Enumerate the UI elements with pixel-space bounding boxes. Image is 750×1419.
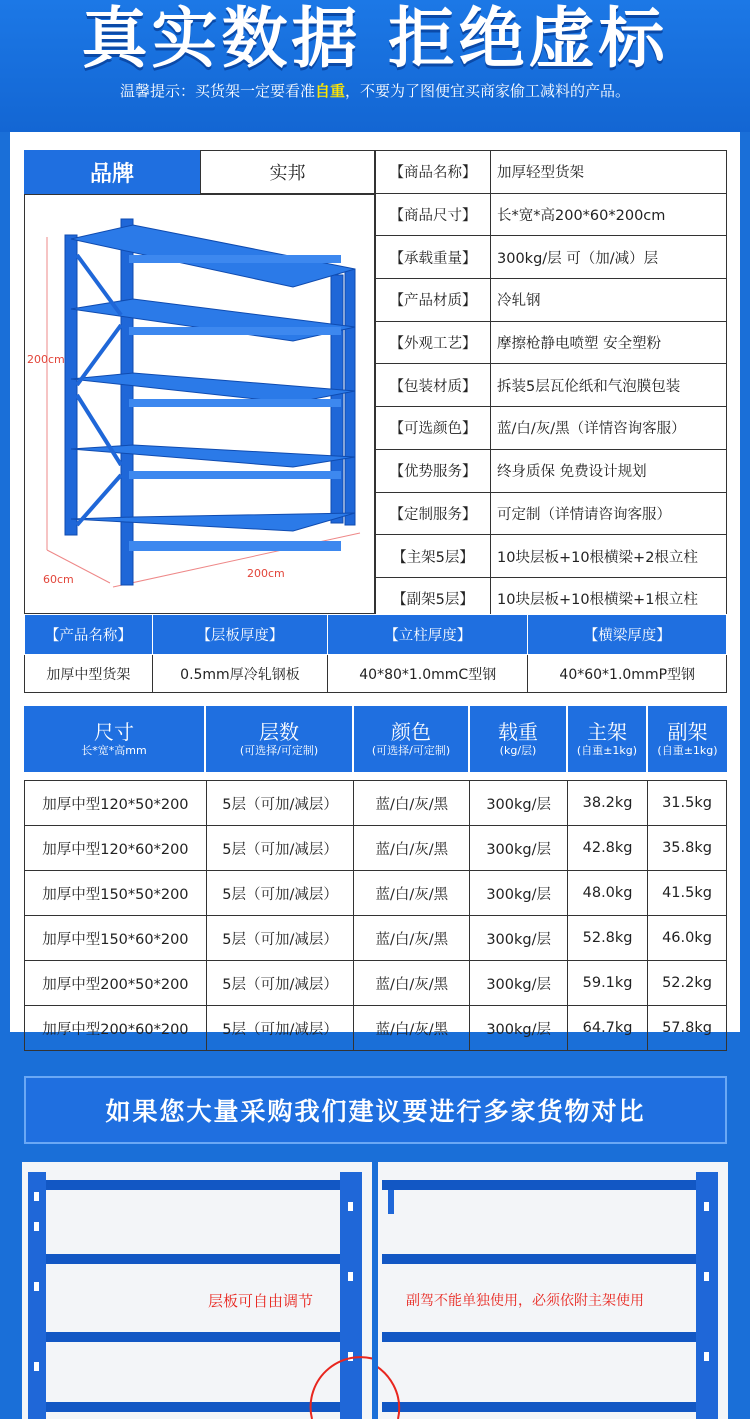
table-cell: 加厚中型150*50*200: [25, 871, 207, 916]
shelf-diagram: [24, 194, 375, 614]
height-label: 200cm: [27, 353, 65, 366]
table-cell: 蓝/白/灰/黑: [354, 1006, 470, 1051]
spec-value: 拆装5层瓦伦纸和气泡膜包装: [491, 364, 727, 407]
caption-sub-frame: 副驾不能单独使用，必须依附主架使用: [406, 1293, 644, 1309]
table-row: [25, 871, 727, 916]
material-value: 40*60*1.0mmP型钢: [528, 655, 727, 693]
table-cell: 52.8kg: [568, 916, 648, 961]
spec-value: 长*宽*高200*60*200cm: [491, 193, 727, 236]
column-subtitle: (kg/层): [499, 744, 537, 757]
spec-row: [376, 193, 727, 236]
table-cell: 300kg/层: [470, 871, 568, 916]
table-cell: 加厚中型120*50*200: [25, 781, 207, 826]
tip-suffix: ，不要为了图便宜买商家偷工减料的产品。: [345, 82, 631, 100]
spec-key: 【优势服务】: [376, 449, 491, 492]
width-label: 200cm: [247, 567, 285, 580]
material-header: 【立柱厚度】: [328, 615, 528, 655]
table-cell: 加厚中型150*60*200: [25, 916, 207, 961]
table-cell: 57.8kg: [648, 1006, 727, 1051]
spec-row: [376, 535, 727, 578]
spec-key: 【包装材质】: [376, 364, 491, 407]
caption-adjustable: 层板可自由调节: [208, 1292, 314, 1310]
spec-row: [376, 279, 727, 322]
table-cell: 蓝/白/灰/黑: [354, 961, 470, 1006]
column-title: 尺寸: [94, 720, 134, 744]
table-cell: 300kg/层: [470, 781, 568, 826]
hero-tip: [0, 80, 750, 102]
table-cell: 5层（可加/减层）: [206, 916, 354, 961]
table-cell: 300kg/层: [470, 826, 568, 871]
spec-value: 10块层板+10根横梁+1根立柱: [491, 577, 727, 620]
table-row: [25, 916, 727, 961]
size-column-header: [206, 706, 354, 772]
spec-value: 可定制（详情请咨询客服）: [491, 492, 727, 535]
table-cell: 加厚中型200*50*200: [25, 961, 207, 1006]
table-cell: 5层（可加/减层）: [206, 961, 354, 1006]
column-subtitle: (自重±1kg): [657, 744, 718, 757]
table-row: [25, 1006, 727, 1051]
hero-title: 真实数据 拒绝虚标: [81, 0, 669, 77]
material-value: 40*80*1.0mmC型钢: [328, 655, 528, 693]
table-cell: 48.0kg: [568, 871, 648, 916]
material-header: 【层板厚度】: [152, 615, 327, 655]
spec-value: 300kg/层 可（加/减）层: [491, 236, 727, 279]
spec-key: 【可选颜色】: [376, 407, 491, 450]
table-cell: 加厚中型120*60*200: [25, 826, 207, 871]
table-cell: 300kg/层: [470, 961, 568, 1006]
tip-highlight: 自重: [314, 82, 345, 100]
spec-key: 【主架5层】: [376, 535, 491, 578]
table-cell: 蓝/白/灰/黑: [354, 871, 470, 916]
table-cell: 5层（可加/减层）: [206, 826, 354, 871]
spec-key: 【商品名称】: [376, 151, 491, 194]
size-table: [24, 780, 727, 1051]
advice-banner: 如果您大量采购我们建议要进行多家货物对比: [24, 1076, 727, 1144]
table-row: [25, 781, 727, 826]
spec-key: 【外观工艺】: [376, 321, 491, 364]
spec-value: 冷轧钢: [491, 279, 727, 322]
spec-key: 【商品尺寸】: [376, 193, 491, 236]
spec-row: [376, 321, 727, 364]
table-cell: 31.5kg: [648, 781, 727, 826]
spec-row: [376, 151, 727, 194]
spec-row: [376, 449, 727, 492]
spec-row: [376, 407, 727, 450]
table-cell: 蓝/白/灰/黑: [354, 916, 470, 961]
spec-value: 摩擦枪静电喷塑 安全塑粉: [491, 321, 727, 364]
spec-table: [375, 150, 727, 621]
material-value: 加厚中型货架: [25, 655, 153, 693]
table-cell: 5层（可加/减层）: [206, 781, 354, 826]
table-cell: 5层（可加/减层）: [206, 1006, 354, 1051]
table-cell: 46.0kg: [648, 916, 727, 961]
table-cell: 41.5kg: [648, 871, 727, 916]
table-row: [25, 826, 727, 871]
column-subtitle: (可选择/可定制): [239, 744, 319, 757]
column-title: 副架: [667, 720, 708, 744]
material-value: 0.5mm厚冷轧钢板: [152, 655, 327, 693]
spec-key: 【定制服务】: [376, 492, 491, 535]
table-cell: 59.1kg: [568, 961, 648, 1006]
spec-row: [376, 492, 727, 535]
shelf-photo-main: [22, 1162, 372, 1419]
material-header: 【横梁厚度】: [528, 615, 727, 655]
spec-value: 10块层板+10根横梁+2根立柱: [491, 535, 727, 578]
table-cell: 300kg/层: [470, 916, 568, 961]
spec-value: 终身质保 免费设计规划: [491, 449, 727, 492]
size-table-header: [24, 706, 727, 772]
column-title: 颜色: [391, 720, 431, 744]
material-table: [24, 614, 727, 693]
spec-value: 蓝/白/灰/黑（详情咨询客服）: [491, 407, 727, 450]
table-cell: 加厚中型200*60*200: [25, 1006, 207, 1051]
material-header: 【产品名称】: [25, 615, 153, 655]
tip-prefix: 温馨提示：买货架一定要看准: [119, 82, 315, 100]
column-subtitle: (自重±1kg): [576, 744, 638, 757]
hero-banner: [0, 0, 750, 132]
column-title: 主架: [587, 720, 627, 744]
table-cell: 蓝/白/灰/黑: [354, 781, 470, 826]
main-frame-illustration: [22, 1162, 372, 1419]
column-title: 层数: [259, 720, 299, 744]
table-cell: 52.2kg: [648, 961, 727, 1006]
size-column-header: [568, 706, 648, 772]
table-cell: 42.8kg: [568, 826, 648, 871]
table-cell: 38.2kg: [568, 781, 648, 826]
spec-key: 【产品材质】: [376, 279, 491, 322]
size-column-header: [354, 706, 470, 772]
table-cell: 35.8kg: [648, 826, 727, 871]
size-column-header: [648, 706, 727, 772]
spec-row: [376, 364, 727, 407]
size-column-header: [24, 706, 206, 772]
size-column-header: [470, 706, 568, 772]
column-title: 载重: [498, 720, 538, 744]
spec-row: [376, 236, 727, 279]
column-subtitle: (可选择/可定制): [371, 744, 451, 757]
brand-label: 品牌: [24, 150, 200, 194]
table-cell: 300kg/层: [470, 1006, 568, 1051]
brand-value: 实邦: [200, 150, 375, 194]
column-subtitle: 长*宽*高mm: [81, 744, 147, 757]
spec-value: 加厚轻型货架: [491, 151, 727, 194]
shelf-illustration: [25, 195, 375, 614]
spec-key: 【承载重量】: [376, 236, 491, 279]
depth-label: 60cm: [43, 573, 74, 586]
table-cell: 5层（可加/减层）: [206, 871, 354, 916]
table-cell: 64.7kg: [568, 1006, 648, 1051]
table-row: [25, 961, 727, 1006]
table-cell: 蓝/白/灰/黑: [354, 826, 470, 871]
spec-key: 【副架5层】: [376, 577, 491, 620]
